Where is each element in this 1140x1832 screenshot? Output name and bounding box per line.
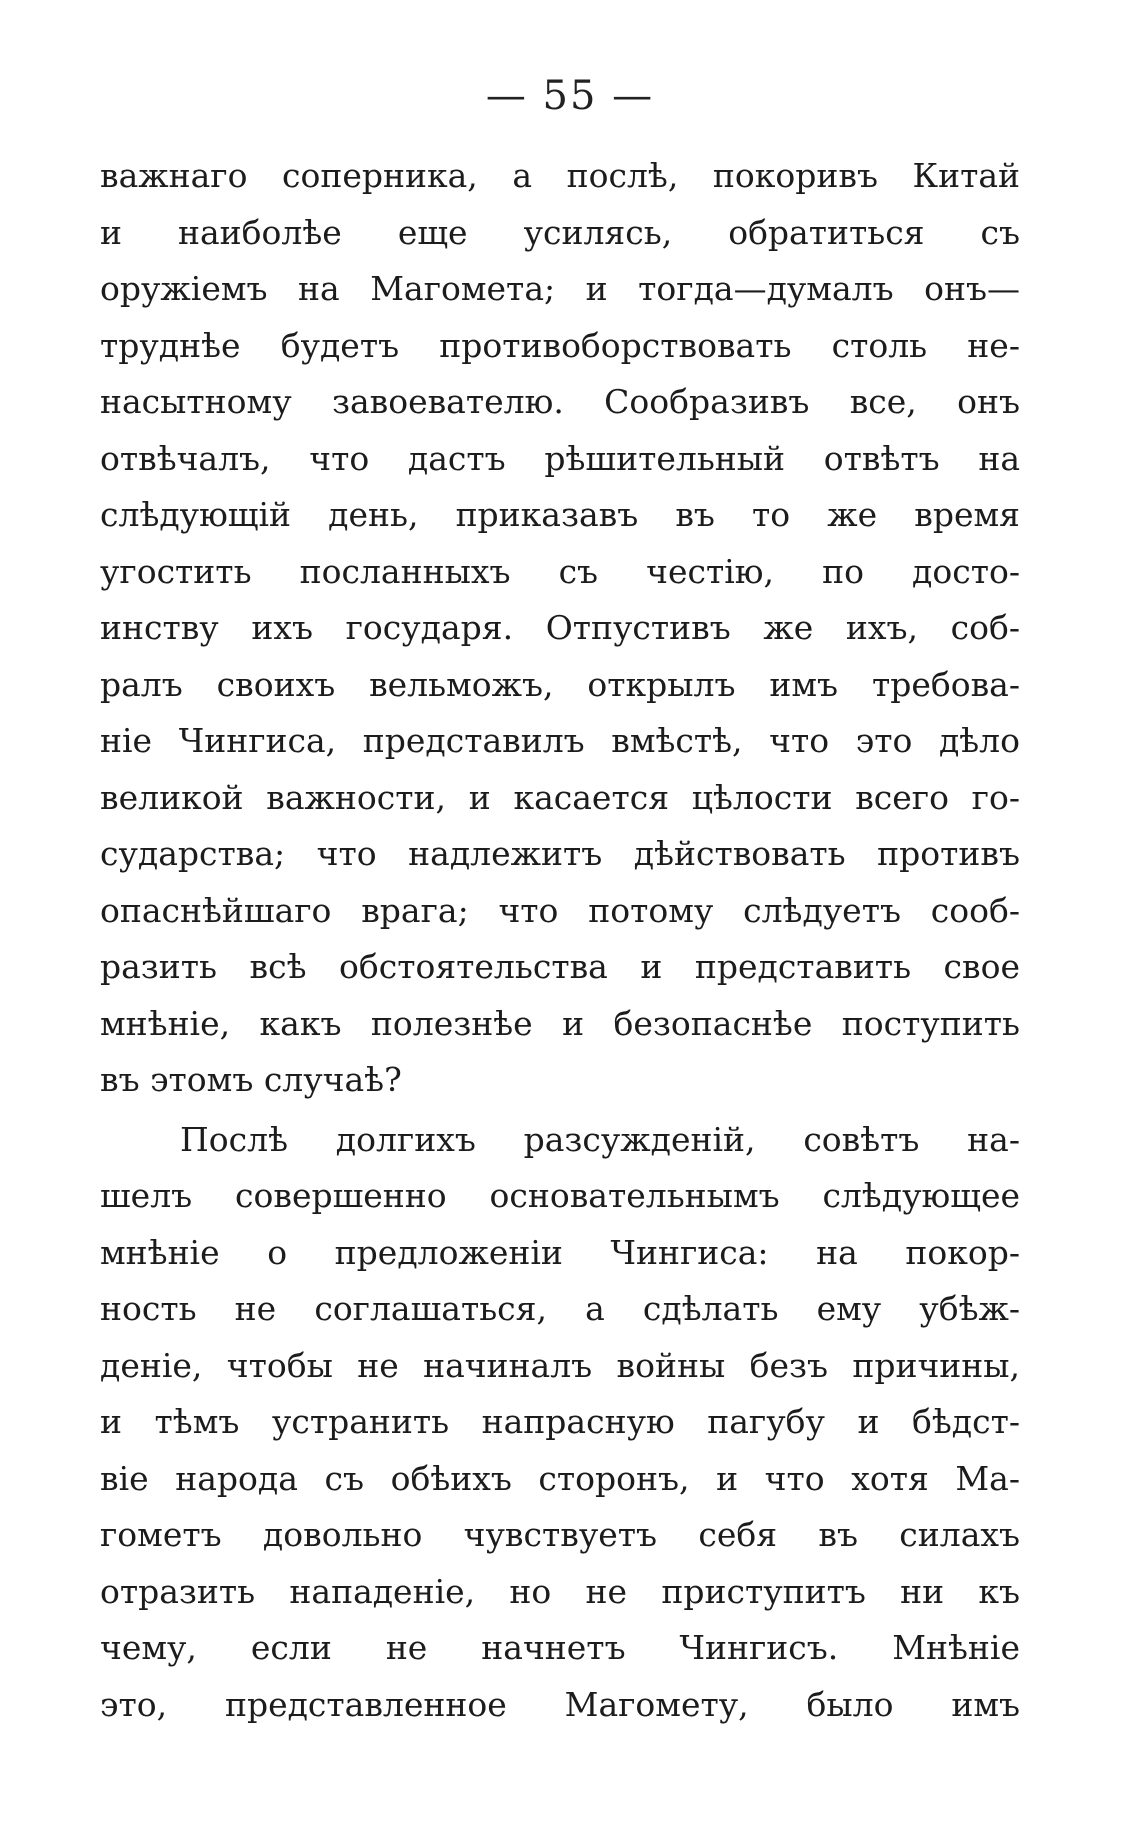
- text-line: насытному завоевателю. Сообразивъ все, онъ: [100, 382, 1020, 421]
- text-line: ралъ своихъ вельможъ, открылъ имъ требова-: [100, 664, 1020, 704]
- text-line: труднѣе будетъ противоборствовать столь не-: [100, 325, 1020, 365]
- text-line: шелъ совершенно основательнымъ слѣдующее: [100, 1176, 1020, 1215]
- text-line: угостить посланныхъ съ честію, по досто-: [100, 551, 1020, 591]
- text-line: оружіемъ на Магомета; и тогда—думалъ онъ—: [100, 269, 1020, 308]
- text-line: отвѣчалъ, что дастъ рѣшительный отвѣтъ на: [100, 438, 1020, 478]
- text-line: сударства; что надлежитъ дѣйствовать противъ: [100, 834, 1020, 873]
- text-line: ніе Чингиса, представилъ вмѣстѣ, что это дѣло: [100, 721, 1020, 760]
- text-line: отразить нападеніе, но не приступитъ ни къ: [100, 1571, 1020, 1611]
- text-line: мнѣніе, какъ полезнѣе и безопаснѣе поступить: [100, 1003, 1020, 1043]
- text-line: мнѣніе о предложеніи Чингиса: на покор-: [100, 1232, 1020, 1272]
- paragraph-2: [100, 1112, 1020, 1734]
- text-line: опаснѣйшаго врага; что потому слѣдуетъ сооб-: [100, 890, 1020, 930]
- body-text: [100, 148, 1020, 1733]
- text-line: и наиболѣе еще усилясь, обратиться съ: [100, 212, 1020, 252]
- text-line: чему, если не начнетъ Чингисъ. Мнѣніе: [100, 1628, 1020, 1667]
- text-line: важнаго соперника, а послѣ, покоривъ Китай: [100, 156, 1020, 195]
- text-line: віе народа съ обѣихъ сторонъ, и что хотя Ма-: [100, 1458, 1020, 1498]
- page-number: — 55 —: [485, 73, 655, 119]
- text-line: великой важности, и касается цѣлости всего го-: [100, 777, 1020, 817]
- text-line: деніе, чтобы не начиналъ войны безъ причины,: [100, 1345, 1020, 1385]
- text-line: это, представленное Магомету, было имъ: [100, 1684, 1020, 1724]
- text-line: инству ихъ государя. Отпустивъ же ихъ, соб-: [100, 608, 1020, 647]
- text-line: ность не соглашаться, а сдѣлать ему убѣж-: [100, 1289, 1020, 1328]
- text-line: въ этомъ случаѣ?: [100, 1060, 402, 1099]
- text-line: разить всѣ обстоятельства и представить свое: [100, 947, 1020, 986]
- text-line: Послѣ долгихъ разсужденій, совѣтъ на-: [180, 1119, 1020, 1159]
- text-line: слѣдующій день, приказавъ въ то же время: [100, 495, 1020, 534]
- paragraph-1: [100, 148, 1020, 1109]
- text-line: и тѣмъ устранить напрасную пагубу и бѣдст-: [100, 1402, 1020, 1441]
- text-line: гометъ довольно чувствуетъ себя въ силахъ: [100, 1515, 1020, 1554]
